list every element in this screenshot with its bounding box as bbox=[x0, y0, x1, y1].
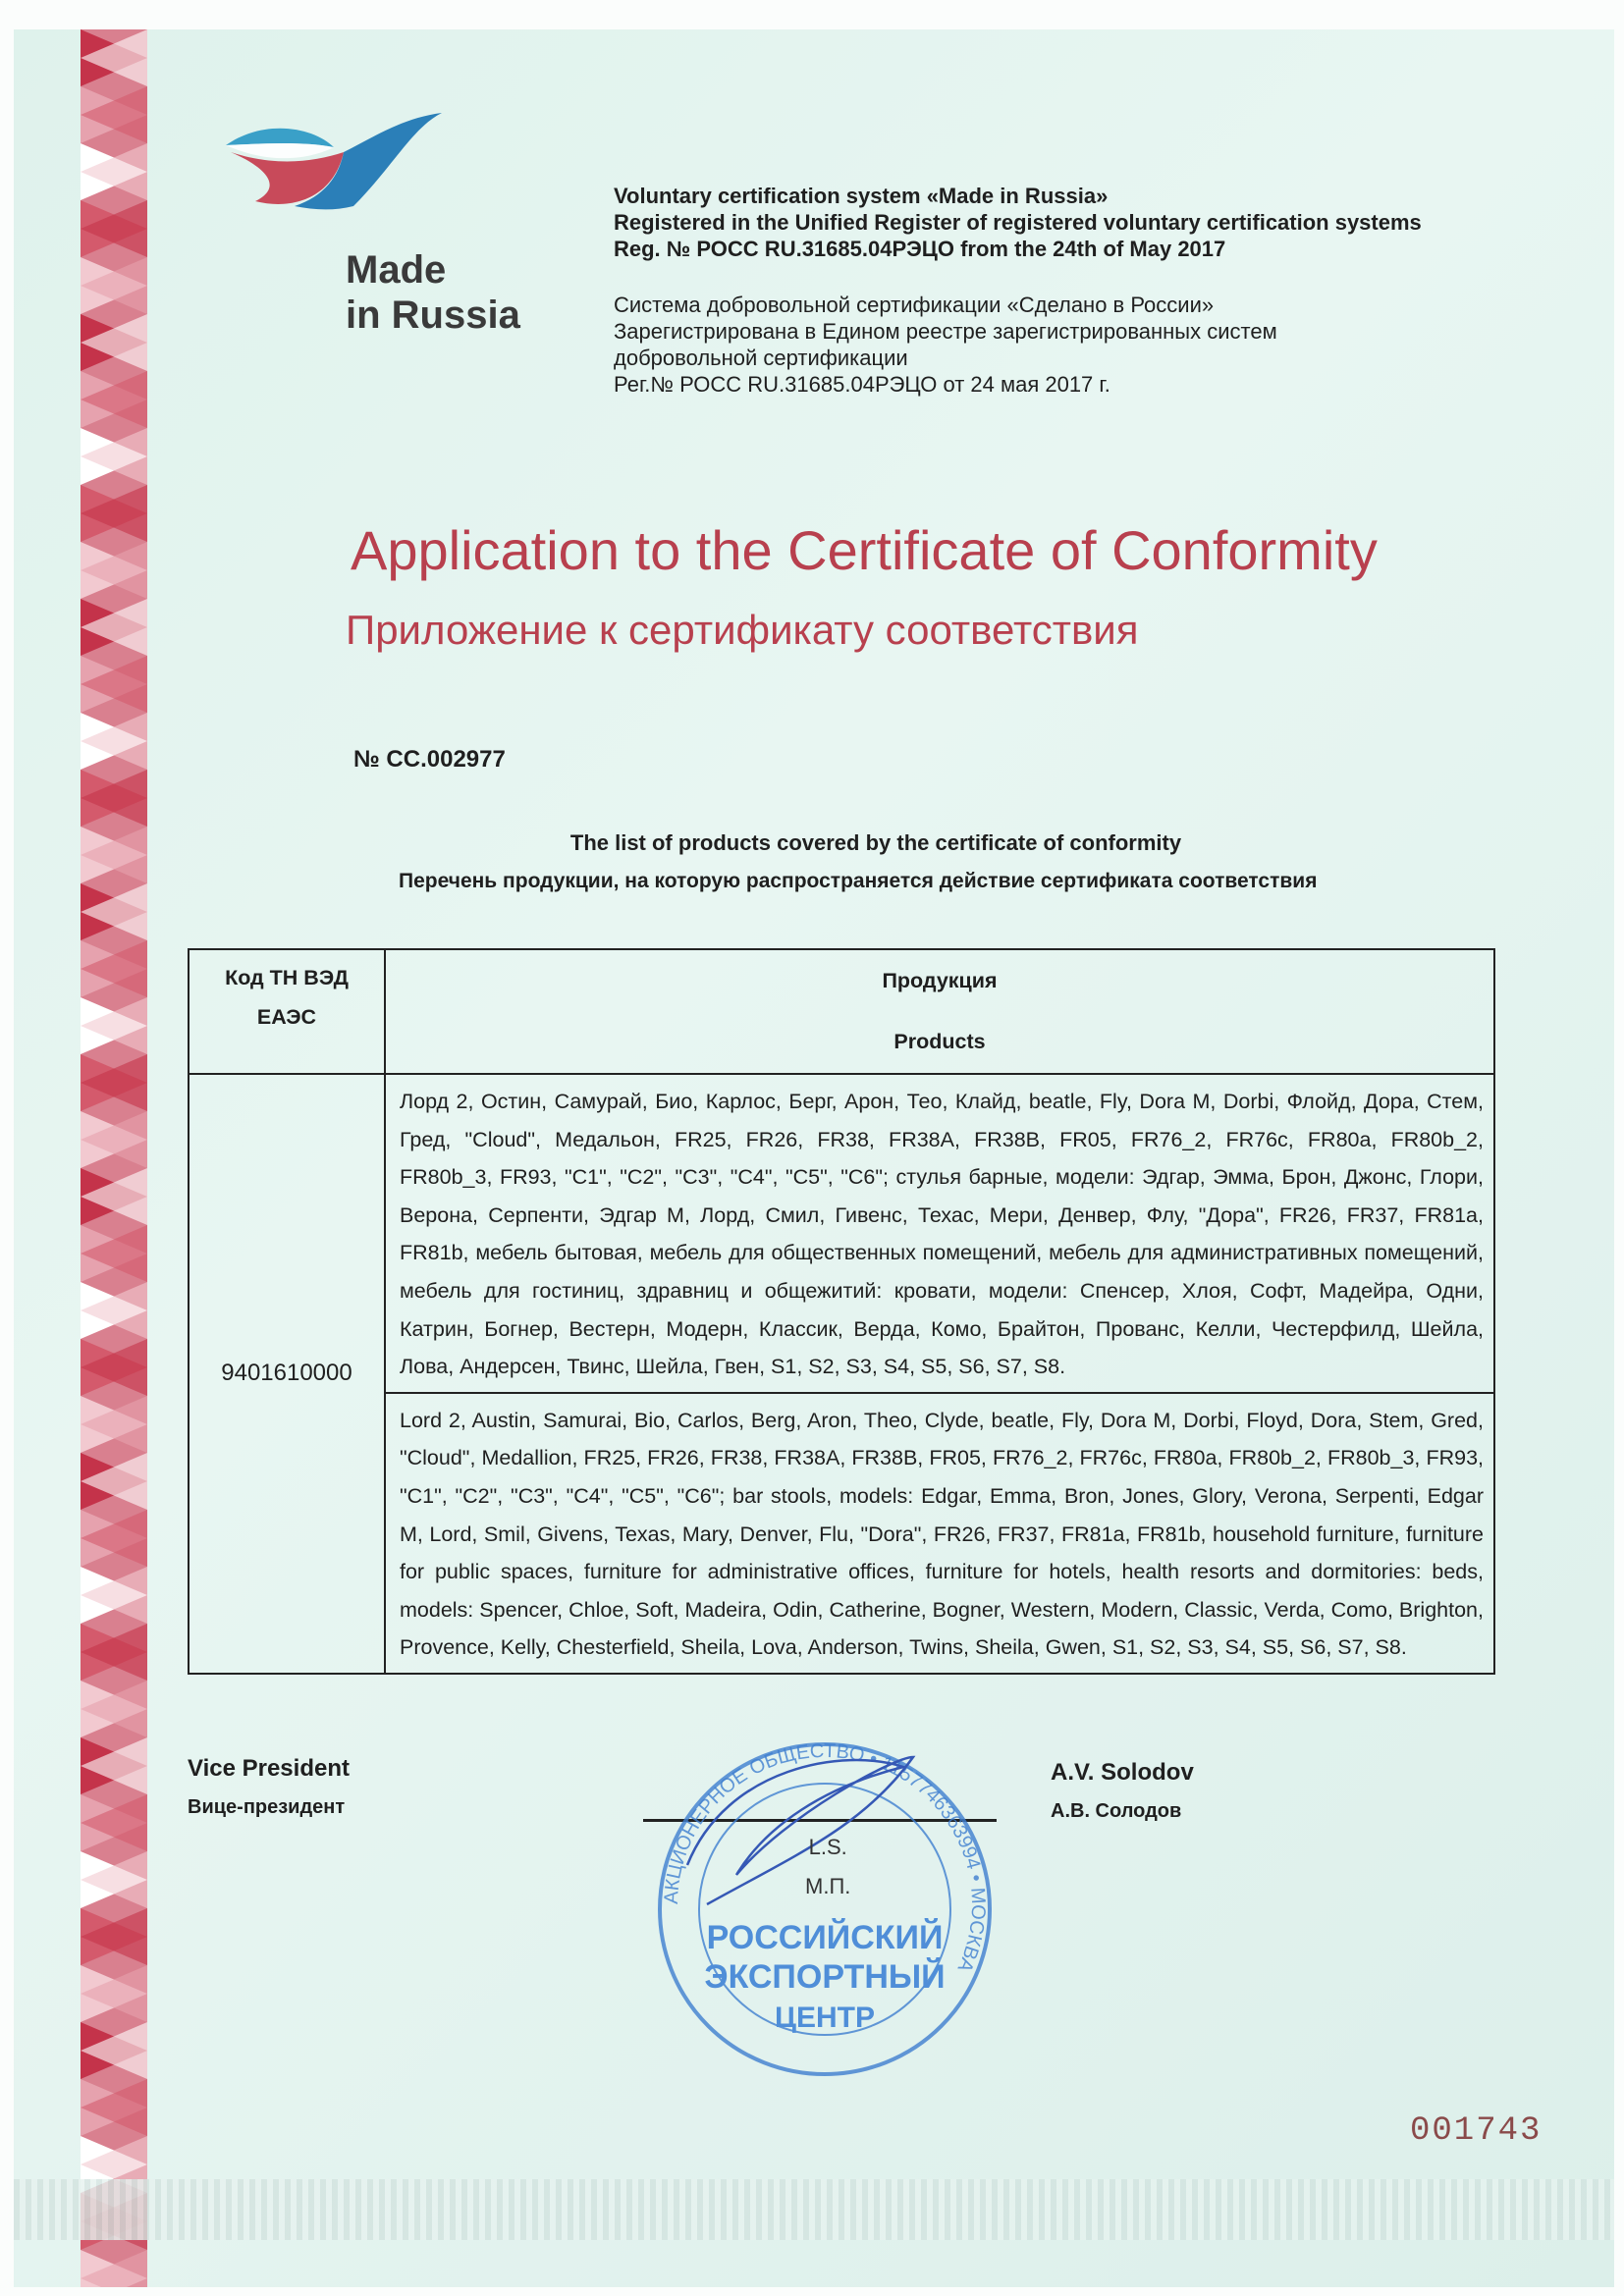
products-header-en: Products bbox=[893, 1030, 986, 1053]
header-ru-line: Система добровольной сертификации «Сделано в России» bbox=[614, 293, 1215, 317]
name-ru: А.В. Солодов bbox=[1051, 1800, 1182, 1822]
serial-number: 001743 bbox=[1410, 2112, 1543, 2150]
ls-ru: М.П. bbox=[805, 1874, 851, 1898]
logo-text bbox=[346, 247, 520, 338]
name-en: A.V. Solodov bbox=[1051, 1759, 1194, 1786]
position-ru: Вице-президент bbox=[188, 1796, 346, 1818]
position-en: Vice President bbox=[188, 1755, 350, 1782]
stamp-ring-text: АКЦИОНЕРНОЕ ОБЩЕСТВО • 1157746363994 • МОСКВА bbox=[660, 1739, 990, 1976]
certificate-number: № CC.002977 bbox=[353, 746, 506, 773]
stamp-line3: ЦЕНТР bbox=[775, 2002, 875, 2034]
list-title-ru: Перечень продукции, на которую распространяется действие сертификата соответствия bbox=[399, 870, 1318, 892]
signatory-name bbox=[1051, 1759, 1194, 1823]
header-ru-line: Рег.№ РОСС RU.31685.04РЭЦО от 24 мая 2017 г. bbox=[614, 372, 1110, 397]
list-title-en: The list of products covered by the certificate of conformity bbox=[569, 830, 1182, 855]
table-header-row bbox=[189, 949, 1494, 1074]
products-ru-cell: Лорд 2, Остин, Самурай, Био, Карлос, Берг, Арон, Тео, Клайд, beatle, Fly, Dora M, Dorbi, Флойд, Дора, Стем, Гред, "Cloud", Медальон, FR25, FR26, FR38, FR38A, FR38B, FR05, FR76_2, FR76c, FR80a, FR80b_2, FR80b_3, FR93, "C1", "C2", "C3", "C4", "C5", "C6"; стулья барные, модели: Эдгар, Эмма, Брон, Джонс, Глори, Верона, Серпенти, Эдгар М, Лорд, Смил, Гивенс, Техас, Мери, Денвер, Флу, "Дора", FR26, FR37, FR81a, FR81b, мебель бытовая, мебель для общественных помещений, мебель для административных помещений, мебель для гостиниц, здравниц и общежитий: кровати, модели: Спенсер, Хлоя, Софт, Мадейра, Одни, Катрин, Богнер, Вестерн, Модерн, Классик, Верда, Комо, Брайтон, Прованс, Келли, Честерфилд, Шейла, Лова, Андерсен, Твинс, Шейла, Гвен, S1, S2, S3, S4, S5, S6, S7, S8. bbox=[385, 1074, 1494, 1393]
ls-en: L.S. bbox=[808, 1835, 847, 1859]
logo-text-line2: in Russia bbox=[346, 294, 520, 337]
hs-code-cell: 9401610000 bbox=[189, 1074, 385, 1674]
code-header bbox=[189, 949, 385, 1074]
products-header bbox=[385, 949, 1494, 1074]
products-header-ru: Продукция bbox=[882, 969, 998, 992]
document-title-en: Application to the Certificate of Conformity bbox=[351, 519, 1378, 581]
header-ru-line: Зарегистрирована в Едином реестре зарегистрированных систем bbox=[614, 319, 1277, 344]
made-in-russia-logo bbox=[226, 108, 461, 226]
header-ru-line: добровольной сертификации bbox=[614, 346, 908, 370]
signatory-position bbox=[188, 1755, 350, 1819]
document-title-ru: Приложение к сертификату соответствия bbox=[346, 607, 1139, 653]
stamp-line1: РОССИЙСКИЙ bbox=[706, 1919, 944, 1956]
code-header-line1: Код ТН ВЭД bbox=[225, 966, 349, 989]
decorative-ribbon bbox=[81, 29, 147, 2287]
code-header-line2: ЕАЭС bbox=[256, 1005, 317, 1029]
table-row bbox=[189, 1074, 1494, 1393]
logo-text-line1: Made bbox=[346, 248, 447, 292]
header-en-line: Registered in the Unified Register of registered voluntary certification systems bbox=[614, 210, 1422, 235]
products-table bbox=[188, 948, 1495, 1675]
seal-placeholder bbox=[805, 1828, 850, 1906]
header-en-line: Voluntary certification system «Made in Russia» bbox=[614, 184, 1109, 208]
header-en-line: Reg. № РОСС RU.31685.04РЭЦО from the 24th of May 2017 bbox=[614, 237, 1226, 261]
table-row bbox=[189, 1393, 1494, 1674]
stamp-line2: ЭКСПОРТНЫЙ bbox=[704, 1958, 946, 1996]
decorative-bottom-band bbox=[14, 2179, 1614, 2240]
products-en-cell: Lord 2, Austin, Samurai, Bio, Carlos, Berg, Aron, Theo, Clyde, beatle, Fly, Dora M, Dorbi, Floyd, Dora, Stem, Gred, "Cloud", Medallion, FR25, FR26, FR38, FR38A, FR38B, FR05, FR76_2, FR76c, FR80a, FR80b_2, FR80b_3, FR93, "C1", "C2", "C3", "C4", "C5", "C6"; bar stools, models: Edgar, Emma, Bron, Jones, Glory, Verona, Serpenti, Edgar M, Lord, Smil, Givens, Texas, Mary, Denver, Flu, "Dora", FR26, FR37, FR81a, FR81b, household furniture, furniture for public spaces, furniture for administrative offices, furniture for hotels, health resorts and dormitories: beds, models: Spencer, Chloe, Soft, Madeira, Odin, Catherine, Bogner, Western, Modern, Classic, Verda, Como, Brighton, Provence, Kelly, Chesterfield, Sheila, Lova, Anderson, Twins, Sheila, Gwen, S1, S2, S3, S4, S5, S6, S7, S8. bbox=[385, 1393, 1494, 1674]
certification-system-header bbox=[614, 183, 1422, 398]
